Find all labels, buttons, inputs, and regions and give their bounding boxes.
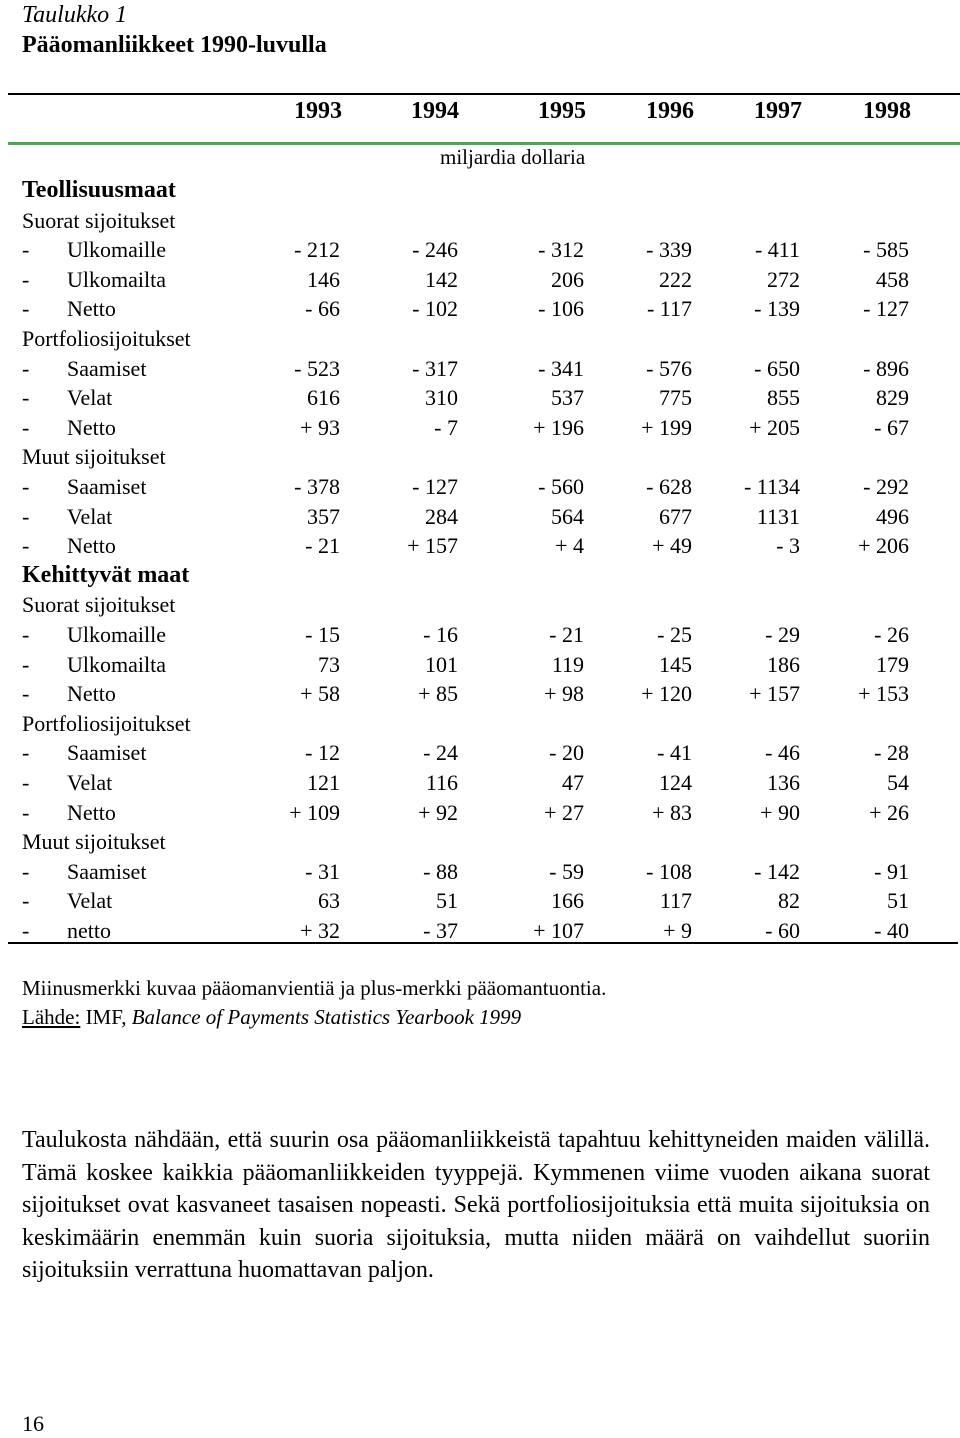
table-cell: + 58 (300, 681, 340, 707)
row-label: Saamiset (67, 858, 147, 884)
table-cell: 166 (551, 888, 584, 914)
row-dash: - (22, 622, 30, 647)
table-cell: 496 (876, 503, 909, 529)
table-cell: + 26 (869, 799, 909, 825)
table-cell: - 106 (538, 296, 584, 322)
group-heading: Kehittyvät maat (22, 561, 190, 588)
row-label: Netto (67, 681, 116, 707)
row-dash: - (22, 385, 30, 411)
table-cell: + 32 (300, 918, 340, 943)
table-cell: 677 (659, 503, 692, 529)
table-cell: 775 (659, 385, 692, 411)
table-cell: 272 (767, 266, 800, 292)
table-cell: - 1134 (743, 474, 800, 499)
table-cell: + 157 (407, 533, 458, 559)
table-cell: + 98 (544, 681, 584, 707)
table-cell: - 46 (765, 740, 800, 766)
table-cell: 222 (659, 266, 692, 292)
table-cell: - 127 (863, 296, 909, 322)
table-cell: 616 (307, 385, 340, 411)
table-cell: + 83 (652, 799, 692, 825)
table-cell: - 142 (754, 858, 800, 884)
table-title: Pääomanliikkeet 1990-luvulla (22, 32, 327, 58)
table-cell: 119 (551, 651, 584, 677)
row-dash: - (22, 237, 30, 263)
table-top-rule (8, 93, 960, 95)
row-dash: - (22, 414, 30, 440)
year-header: 1993 (294, 98, 342, 124)
table-cell: 63 (318, 888, 340, 914)
table-cell: - 317 (412, 355, 458, 381)
table-row (0, 413, 960, 442)
table-row (0, 354, 960, 383)
table-cell: - 896 (863, 355, 909, 381)
row-dash: - (22, 651, 30, 677)
section-heading: Suorat sijoitukset (22, 207, 176, 233)
table-cell: - 292 (863, 474, 909, 499)
section-heading-row (0, 324, 960, 353)
table-caption: Taulukko 1 (22, 2, 128, 28)
table-row (0, 472, 960, 501)
row-label: Velat (67, 888, 113, 914)
table-cell: 206 (551, 266, 584, 292)
table-cell: - 21 (305, 533, 340, 559)
table-cell: - 88 (423, 858, 458, 884)
table-cell: - 523 (294, 355, 340, 381)
table-row (0, 886, 960, 915)
row-dash: - (22, 858, 30, 884)
table-cell: - 339 (646, 237, 692, 263)
table-cell: 829 (876, 385, 909, 411)
page-number: 16 (22, 1411, 44, 1436)
row-dash: - (22, 918, 30, 943)
table-cell: 101 (425, 651, 458, 677)
row-dash: - (22, 799, 30, 825)
section-heading: Muut sijoitukset (22, 829, 166, 855)
row-dash: - (22, 266, 30, 292)
row-label: Saamiset (67, 740, 147, 766)
row-label: Ulkomaille (67, 237, 166, 263)
table-cell: - 59 (549, 858, 584, 884)
table-cell: 537 (551, 385, 584, 411)
table-cell: 82 (778, 888, 800, 914)
table-cell: - 378 (294, 474, 340, 499)
table-cell: 51 (887, 888, 909, 914)
year-header: 1997 (754, 98, 802, 124)
table-cell: - 628 (646, 474, 692, 499)
table-cell: + 92 (418, 799, 458, 825)
table-cell: 121 (307, 770, 340, 795)
table-cell: 47 (562, 770, 584, 795)
row-dash: - (22, 740, 30, 766)
section-heading: Portfoliosijoitukset (22, 710, 191, 736)
row-label: Netto (67, 414, 116, 440)
source-label: Lähde: (22, 1005, 81, 1029)
table-cell: - 40 (874, 918, 909, 943)
table-cell: - 37 (423, 918, 458, 943)
table-cell: - 31 (305, 858, 340, 884)
table-cell: - 67 (874, 414, 909, 440)
table-cell: 51 (436, 888, 458, 914)
table-cell: 54 (887, 770, 909, 795)
table-cell: - 576 (646, 355, 692, 381)
table-cell: + 49 (652, 533, 692, 559)
row-label: Ulkomailta (67, 266, 166, 292)
table-cell: - 411 (754, 237, 800, 263)
section-heading-row (0, 442, 960, 471)
table-cell: + 93 (300, 414, 340, 440)
sign-note: Miinusmerkki kuvaa pääomanvientiä ja plus-merkki pääomantuontia. (22, 976, 607, 1000)
table-cell: + 205 (749, 414, 800, 440)
table-row (0, 383, 960, 412)
table-cell: - 60 (765, 918, 800, 943)
table-cell: 116 (425, 770, 458, 795)
table-cell: - 3 (776, 533, 800, 559)
group-heading-row (0, 176, 960, 205)
table-row (0, 265, 960, 294)
table-cell: 117 (659, 888, 692, 914)
table-cell: - 127 (412, 474, 458, 499)
table-row (0, 235, 960, 264)
table-cell: - 7 (434, 414, 458, 440)
table-cell: - 21 (549, 622, 584, 647)
group-heading-row (0, 561, 960, 590)
unit-label: miljardia dollaria (440, 145, 586, 169)
table-cell: 124 (659, 770, 692, 795)
table-cell: 146 (307, 266, 340, 292)
table-cell: - 26 (874, 622, 909, 647)
row-label: Saamiset (67, 355, 147, 381)
row-dash: - (22, 770, 30, 795)
row-dash: - (22, 681, 30, 707)
table-cell: - 28 (874, 740, 909, 766)
table-cell: - 212 (294, 237, 340, 263)
table-cell: - 41 (657, 740, 692, 766)
section-heading-row (0, 206, 960, 235)
row-dash: - (22, 888, 30, 914)
table-cell: 73 (318, 651, 340, 677)
table-row (0, 502, 960, 531)
table-cell: - 246 (412, 237, 458, 263)
section-heading: Muut sijoitukset (22, 444, 166, 470)
table-row (0, 679, 960, 708)
group-heading: Teollisuusmaat (22, 177, 176, 203)
table-cell: + 9 (663, 918, 692, 943)
table-cell: 179 (876, 651, 909, 677)
table-cell: - 16 (423, 622, 458, 647)
row-dash: - (22, 503, 30, 529)
table-cell: - 560 (538, 474, 584, 499)
table-cell: 564 (551, 503, 584, 529)
row-label: Velat (67, 503, 113, 529)
table-cell: 310 (425, 385, 458, 411)
year-header: 1994 (411, 98, 459, 124)
row-label: Ulkomailta (67, 651, 166, 677)
table-row (0, 531, 960, 560)
row-dash: - (22, 296, 30, 322)
table-cell: - 66 (305, 296, 340, 322)
table-row (0, 620, 960, 649)
table-cell: + 120 (641, 681, 692, 707)
source-line (22, 1004, 521, 1031)
table-cell: - 585 (863, 237, 909, 263)
row-dash: - (22, 474, 30, 499)
table-cell: 855 (767, 385, 800, 411)
table-cell: + 206 (858, 533, 909, 559)
table-cell: - 15 (305, 622, 340, 647)
table-cell: + 4 (555, 533, 584, 559)
table-cell: 357 (307, 503, 340, 529)
section-heading: Portfoliosijoitukset (22, 326, 191, 351)
table-row (0, 650, 960, 679)
section-heading-row (0, 827, 960, 856)
row-label: Velat (67, 385, 113, 411)
table-cell: - 20 (549, 740, 584, 766)
table-row (0, 768, 960, 797)
table-row (0, 916, 960, 945)
table-row (0, 798, 960, 827)
table-cell: - 102 (412, 296, 458, 322)
table-cell: + 153 (858, 681, 909, 707)
table-cell: + 27 (544, 799, 584, 825)
table-cell: 284 (425, 503, 458, 529)
table-cell: - 12 (305, 740, 340, 766)
table-cell: 186 (767, 651, 800, 677)
table-cell: 458 (876, 266, 909, 292)
table-cell: + 199 (641, 414, 692, 440)
year-header: 1996 (646, 98, 694, 124)
table-cell: + 90 (760, 799, 800, 825)
table-cell: - 108 (646, 858, 692, 884)
body-paragraph: Taulukosta nähdään, että suurin osa pääomanliikkeistä tapahtuu kehittyneiden maiden välillä. Tämä koskee kaikkia pääomanliikkeiden tyyppejä. Kymmenen viime vuoden aikana suorat sijoitukset ovat kasvaneet tasaisen nopeasti. Sekä portfoliosijoituksia että muita sijoituksia on keskimäärin enemmän kuin suoria sijoituksia, mutta niiden määrä on vaihdellut suoriin sijoituksiin verrattuna huomattavan paljon. (22, 1127, 930, 1284)
section-heading-row (0, 709, 960, 738)
year-header: 1995 (538, 98, 586, 124)
table-cell: - 117 (646, 296, 692, 322)
table-cell: - 341 (538, 355, 584, 381)
table-cell: - 650 (754, 355, 800, 381)
row-label: Velat (67, 770, 113, 795)
row-label: netto (67, 918, 111, 943)
section-heading-row (0, 590, 960, 619)
table-cell: - 29 (765, 622, 800, 647)
table-cell: 142 (425, 266, 458, 292)
source-publication: Balance of Payments Statistics Yearbook 1999 (131, 1005, 522, 1029)
table-bottom-rule (8, 942, 958, 944)
row-label: Saamiset (67, 474, 147, 499)
row-label: Netto (67, 533, 116, 559)
row-dash: - (22, 355, 30, 381)
table-cell: + 196 (533, 414, 584, 440)
row-label: Netto (67, 296, 116, 322)
row-label: Ulkomaille (67, 622, 166, 647)
table-row (0, 857, 960, 886)
table-cell: 136 (767, 770, 800, 795)
table-cell: + 109 (289, 799, 340, 825)
table-cell: + 157 (749, 681, 800, 707)
table-row (0, 294, 960, 323)
table-cell: + 85 (418, 681, 458, 707)
table-cell: - 91 (874, 858, 909, 884)
source-publisher: IMF, (85, 1005, 127, 1029)
table-cell: - 312 (538, 237, 584, 263)
row-dash: - (22, 533, 30, 559)
table-cell: + 107 (533, 918, 584, 943)
table-cell: 1131 (756, 503, 800, 529)
table-row (0, 738, 960, 767)
year-header: 1998 (863, 98, 911, 124)
table-cell: - 25 (657, 622, 692, 647)
row-label: Netto (67, 799, 116, 825)
table-cell: - 139 (754, 296, 800, 322)
table-cell: 145 (659, 651, 692, 677)
section-heading: Suorat sijoitukset (22, 592, 176, 618)
table-cell: - 24 (423, 740, 458, 766)
